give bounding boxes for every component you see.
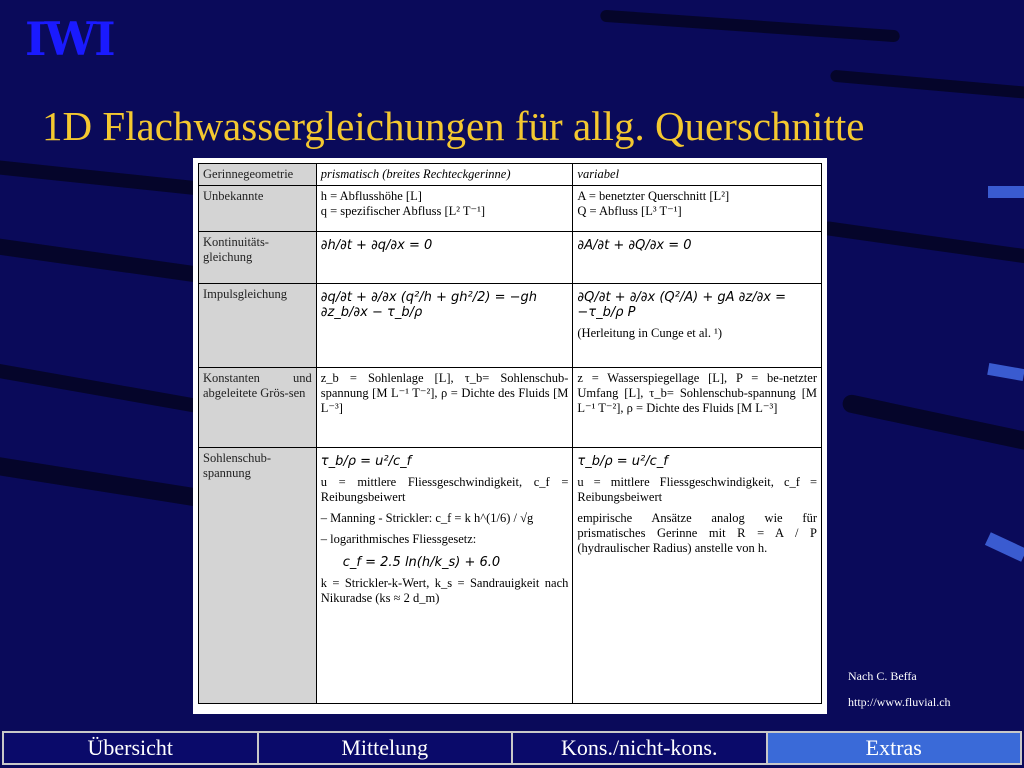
slide-title: 1D Flachwassergleichungen für allg. Querschnitte — [42, 103, 865, 149]
table-row-impuls — [199, 284, 822, 368]
cell-line: – logarithmisches Fliessgesetz: — [320, 532, 477, 546]
credit-author: Nach C. Beffa — [848, 669, 917, 683]
cell-variable — [573, 186, 822, 232]
derivation-note: (Herleitung in Cunge et al. ¹) — [577, 326, 723, 340]
cell-line: A = benetzter Querschnitt [L²] — [577, 189, 730, 203]
log-law-equation: c_f = 2.5 ln(h/k_s) + 6.0 — [342, 555, 501, 570]
background-streak — [600, 10, 900, 43]
row-label: Konstanten und abgeleitete Grös-sen — [199, 368, 317, 448]
background-streak — [830, 70, 1024, 103]
table-row-konstanten — [199, 368, 822, 448]
cell-variable — [573, 284, 822, 368]
table-row-kontinuitaet — [199, 232, 822, 284]
nav-uebersicht[interactable]: Übersicht — [4, 733, 259, 763]
navigation-bar — [2, 731, 1022, 765]
cell-variable — [573, 448, 822, 704]
cell-line: k = Strickler-k-Wert, k_s = Sandrauigkeit nach Nikuradse (ks ≈ 2 d_m) — [320, 576, 569, 605]
cell-prismatic — [316, 186, 573, 232]
nav-mittelung[interactable]: Mittelung — [259, 733, 514, 763]
background-streak — [841, 393, 1024, 465]
momentum-equation: ∂Q/∂t + ∂/∂x (Q²/A) + gA ∂z/∂x = −τ_b/ρ P — [577, 290, 787, 320]
background-streak — [820, 221, 1024, 274]
nav-extras[interactable]: Extras — [768, 733, 1021, 763]
cell-prismatic — [316, 284, 573, 368]
row-label: Kontinuitäts-gleichung — [199, 232, 317, 284]
cell-prismatic: z_b = Sohlenlage [L], τ_b= Sohlenschub-spannung [M L⁻¹ T⁻²], ρ = Dichte des Fluids [M L⁻³] — [316, 368, 573, 448]
cell-prismatic — [316, 232, 573, 284]
table-header-row — [199, 164, 822, 186]
cell-line: empirische Ansätze analog wie für prismatisches Gerinne mit R = A / P (hydraulischer Radius) anstelle von h. — [577, 511, 817, 555]
cell-line: h = Abflusshöhe [L] — [320, 189, 422, 203]
accent-bar — [985, 532, 1024, 562]
cell-line: q = spezifischer Abfluss [L² T⁻¹] — [320, 204, 486, 218]
momentum-equation: ∂q/∂t + ∂/∂x (q²/h + gh²/2) = −gh ∂z_b/∂x − τ_b/ρ — [320, 290, 538, 320]
header-label: Gerinnegeometrie — [199, 164, 317, 186]
accent-bar — [987, 363, 1024, 381]
nav-kons[interactable]: Kons./nicht-kons. — [513, 733, 768, 763]
accent-bar — [988, 186, 1024, 198]
row-label: Unbekannte — [199, 186, 317, 232]
credit-url[interactable]: http://www.fluvial.ch — [848, 695, 951, 709]
shear-equation: τ_b/ρ = u²/c_f — [577, 454, 668, 469]
cell-variable — [573, 232, 822, 284]
cell-prismatic — [316, 448, 573, 704]
continuity-equation: ∂h/∂t + ∂q/∂x = 0 — [320, 238, 433, 253]
cell-line: u = mittlere Fliessgeschwindigkeit, c_f = Reibungsbeiwert — [320, 475, 569, 504]
equation-table — [198, 163, 822, 704]
table-row-sohlenschub — [199, 448, 822, 704]
iwi-logo: IWI — [25, 12, 114, 66]
cell-variable: z = Wasserspiegellage [L], P = be-netzter Umfang [L], τ_b= Sohlenschub-spannung [M L⁻¹ T⁻²], ρ = Dichte des Fluids [M L⁻³] — [573, 368, 822, 448]
shear-equation: τ_b/ρ = u²/c_f — [320, 454, 412, 469]
header-col-prismatic: prismatisch (breites Rechteckgerinne) — [316, 164, 573, 186]
table-row-unbekannte — [199, 186, 822, 232]
cell-line: u = mittlere Fliessgeschwindigkeit, c_f = Reibungsbeiwert — [577, 475, 817, 504]
cell-line: Q = Abfluss [L³ T⁻¹] — [577, 204, 682, 218]
cell-line: – Manning - Strickler: c_f = k h^(1/6) / √g — [320, 511, 534, 525]
background-streak — [0, 358, 219, 417]
header-col-variable: variabel — [573, 164, 822, 186]
equation-table-panel — [193, 158, 827, 714]
row-label: Sohlenschub-spannung — [199, 448, 317, 704]
continuity-equation: ∂A/∂t + ∂Q/∂x = 0 — [577, 238, 692, 253]
row-label: Impulsgleichung — [199, 284, 317, 368]
